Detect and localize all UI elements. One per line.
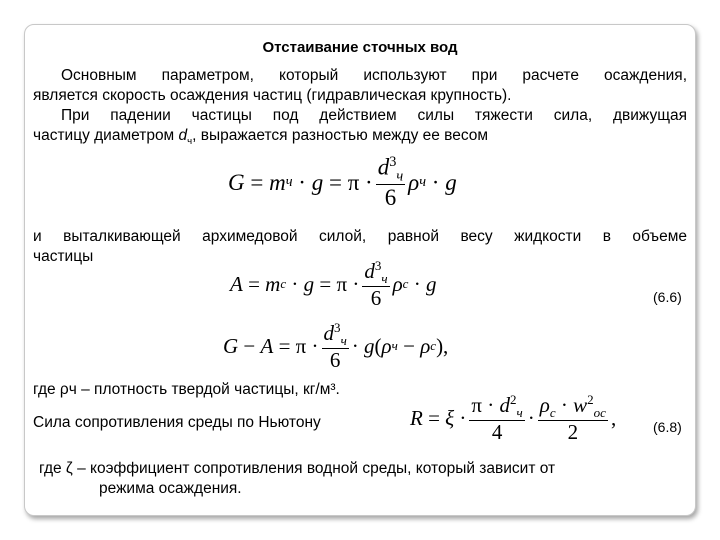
- formula-resistance: R = ξ · $\frac{\pi \cdot d^2_ч}{4}$ · $\frac{\rho_c \cdot w^2_{oc}}{2}$ ,: [410, 392, 617, 444]
- para2-line2: частицу диаметром $d_ч$, выражается разностью между ее весом: [33, 127, 489, 148]
- zeta-definition-line1: где ζ – коэффициент сопротивления водной среды, который зависит от: [39, 460, 556, 477]
- para1-line2: является скорость осаждения частиц (гидравлическая крупность).: [33, 87, 512, 104]
- equation-number-6-6: (6.6): [653, 289, 682, 305]
- para3-line1: и выталкивающей архимедовой силой, равной весу жидкости в объеме: [33, 228, 687, 245]
- para1-line1: Основным параметром, который используют при расчете осаждения,: [61, 67, 687, 84]
- para2-line1: При падении частицы под действием силы тяжести сила, движущая: [61, 107, 687, 124]
- slide: [24, 24, 696, 516]
- formula-weight: G = m ч · g = π · $\frac{d^3_ч}{6}$ ρ ч · g: [228, 154, 457, 211]
- formula-archimedes: A = m c · g = π · $\frac{d^3_ч}{6}$ ρ c · g: [230, 258, 437, 310]
- zeta-definition-line2: режима осаждения.: [99, 480, 242, 497]
- rho-definition: где ρч – плотность твердой частицы, кг/м³.: [33, 381, 340, 398]
- formula-driving-force: G − A = π · $\frac{d^3_ч}{6}$ · g ( ρ ч − ρ c ),: [223, 320, 449, 372]
- equation-number-6-8: (6.8): [653, 419, 682, 435]
- slide-title: Отстаивание сточных вод: [262, 39, 458, 56]
- newton-label: Сила сопротивления среды по Ньютону: [33, 414, 321, 431]
- para3-line2: частицы: [33, 248, 94, 265]
